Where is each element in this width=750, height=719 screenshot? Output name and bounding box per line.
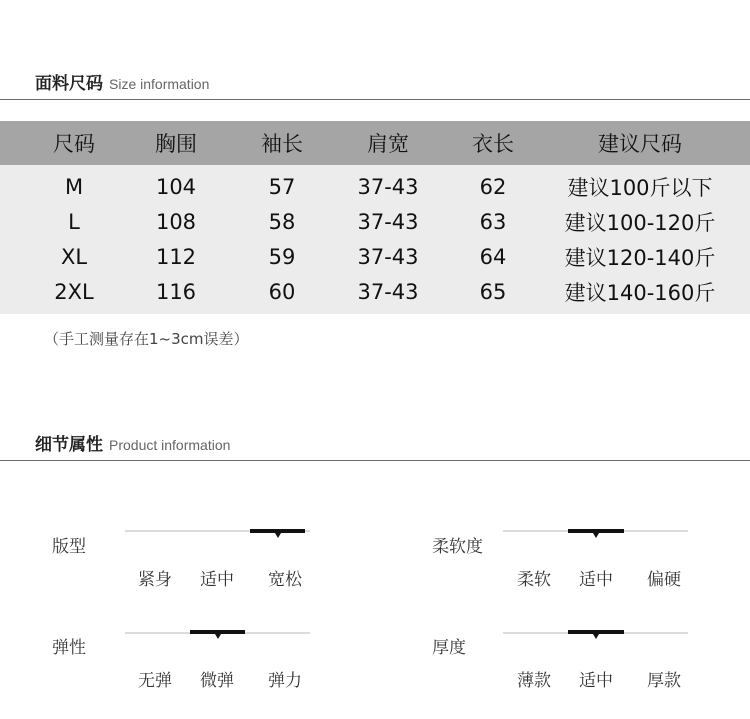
scale-option: 柔软 [517,570,551,590]
scale-option: 宽松 [268,570,302,590]
scale-marker [250,529,305,533]
attribute-label: 厚度 [432,638,466,658]
product-section-title [35,430,230,455]
table-cell: 60 [268,279,296,304]
scale-option: 偏硬 [647,570,681,590]
scale-option: 适中 [200,570,234,590]
table-cell: 59 [268,244,296,269]
marker-pointer-icon [215,634,221,639]
scale-option: 无弹 [138,671,172,691]
table-row [0,239,750,274]
marker-pointer-icon [593,533,599,538]
scale-option: 薄款 [517,671,551,691]
table-cell: 116 [155,279,197,304]
table-cell: 建议100-120斤 [564,210,716,235]
measurement-note: （手工测量存在1~3cm误差） [44,330,249,348]
attribute-label: 柔软度 [432,537,483,557]
header-cell: 肩宽 [367,132,409,156]
table-cell: 37-43 [357,174,419,199]
header-cell: 建议尺码 [598,132,682,156]
table-cell: 建议120-140斤 [564,245,716,270]
table-cell: 65 [479,279,507,304]
size-section-title [35,69,209,94]
header-cell: 衣长 [472,132,514,156]
table-cell: 108 [155,209,197,234]
marker-pointer-icon [593,634,599,639]
table-cell: 建议100斤以下 [567,175,713,200]
product-section-rule [0,460,750,461]
size-title-en: Size information [109,76,210,92]
table-cell: 建议140-160斤 [564,280,716,305]
table-row [0,204,750,239]
scale-option: 紧身 [138,570,172,590]
scale-marker [568,630,624,634]
table-cell: M [64,174,84,199]
table-cell: XL [60,244,88,269]
table-cell: 104 [155,174,197,199]
scale-option: 适中 [579,570,613,590]
table-cell: 63 [479,209,507,234]
header-cell: 尺码 [53,132,95,156]
attribute-label: 弹性 [52,638,86,658]
table-cell: 58 [268,209,296,234]
scale-marker [568,529,624,533]
table-row [0,274,750,309]
table-cell: 2XL [54,279,94,304]
scale-option: 微弹 [200,671,234,691]
header-cell: 袖长 [261,132,303,156]
header-cell: 胸围 [155,132,197,156]
product-title-cn: 细节属性 [35,435,103,455]
table-cell: 62 [479,174,507,199]
size-table [0,121,750,314]
table-cell: 37-43 [357,244,419,269]
size-section-rule [0,99,750,100]
table-cell: 112 [155,244,197,269]
table-cell: 64 [479,244,507,269]
product-title-en: Product information [109,437,231,453]
scale-option: 适中 [579,671,613,691]
scale-option: 厚款 [647,671,681,691]
marker-pointer-icon [275,533,281,538]
table-row [0,169,750,204]
scale-option: 弹力 [268,671,302,691]
table-cell: L [68,209,80,234]
table-cell: 57 [268,174,296,199]
scale-marker [190,630,245,634]
size-table-header [0,121,750,165]
size-title-cn: 面料尺码 [35,74,103,94]
table-cell: 37-43 [357,279,419,304]
table-cell: 37-43 [357,209,419,234]
attribute-label: 版型 [52,537,86,557]
size-table-body [0,165,750,314]
